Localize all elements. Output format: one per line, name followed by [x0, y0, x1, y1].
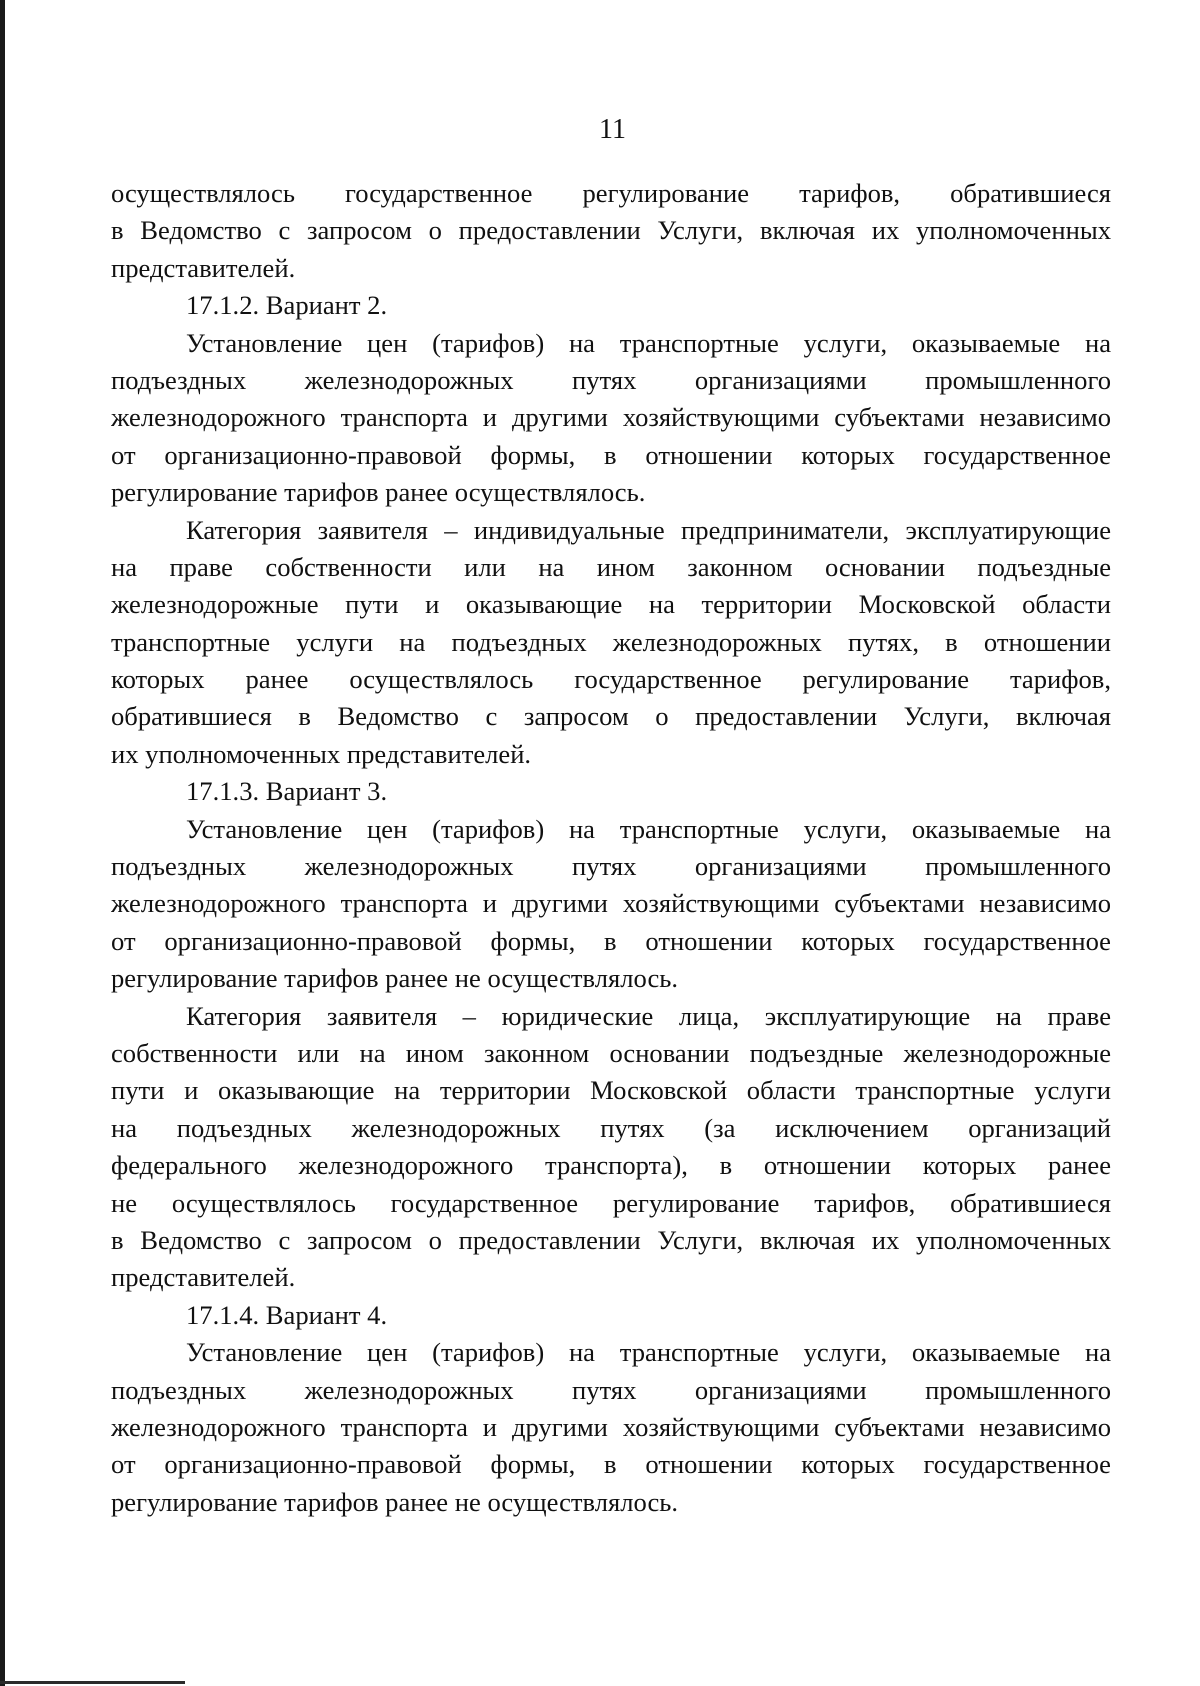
text-line: транспортные услуги на подъездных железнодорожных путях, в отношении — [111, 626, 1111, 657]
text-line: 17.1.4. Вариант 4. — [186, 1299, 388, 1330]
text-line: на праве собственности или на ином законном основании подъездные — [111, 551, 1111, 582]
text-line: не осуществлялось государственное регулирование тарифов, обратившиеся — [111, 1187, 1111, 1218]
text-line: Категория заявителя – юридические лица, эксплуатирующие на праве — [186, 1000, 1111, 1031]
text-line: на подъездных железнодорожных путях (за исключением организаций — [111, 1112, 1111, 1143]
text-line: 17.1.3. Вариант 3. — [186, 776, 388, 807]
text-line: обратившиеся в Ведомство с запросом о предоставлении Услуги, включая — [111, 701, 1111, 732]
text-line: пути и оказывающие на территории Московской области транспортные услуги — [111, 1075, 1111, 1106]
text-line: регулирование тарифов ранее осуществлялось. — [111, 477, 646, 508]
text-line: 17.1.2. Вариант 2. — [186, 290, 388, 321]
text-line: железнодорожные пути и оказывающие на территории Московской области — [111, 589, 1111, 620]
document-body — [111, 175, 1111, 1521]
text-line: железнодорожного транспорта и другими хозяйствующими субъектами независимо — [111, 1411, 1111, 1442]
text-line: подъездных железнодорожных путях организациями промышленного — [111, 1374, 1111, 1405]
text-line: Установление цен (тарифов) на транспортные услуги, оказываемые на — [186, 327, 1111, 358]
scan-left-border — [0, 0, 5, 1686]
text-line: представителей. — [111, 252, 296, 283]
text-line: от организационно-правовой формы, в отношении которых государственное — [111, 439, 1111, 470]
text-line: от организационно-правовой формы, в отношении которых государственное — [111, 1449, 1111, 1480]
text-line: подъездных железнодорожных путях организациями промышленного — [111, 851, 1111, 882]
text-line: федерального железнодорожного транспорта), в отношении которых ранее — [111, 1150, 1111, 1181]
text-line: Установление цен (тарифов) на транспортные услуги, оказываемые на — [186, 1337, 1111, 1368]
text-line: железнодорожного транспорта и другими хозяйствующими субъектами независимо — [111, 888, 1111, 919]
page-number: 11 — [599, 114, 626, 145]
text-line: регулирование тарифов ранее не осуществлялось. — [111, 963, 679, 994]
text-line: в Ведомство с запросом о предоставлении Услуги, включая их уполномоченных — [111, 215, 1111, 246]
text-line: осуществлялось государственное регулирование тарифов, обратившиеся — [111, 178, 1111, 208]
text-line: в Ведомство с запросом о предоставлении Услуги, включая их уполномоченных — [111, 1224, 1111, 1255]
text-line: представителей. — [111, 1262, 296, 1293]
text-line: подъездных железнодорожных путях организациями промышленного — [111, 364, 1111, 395]
text-line: от организационно-правовой формы, в отношении которых государственное — [111, 925, 1111, 956]
text-line: собственности или на ином законном основании подъездные железнодорожные — [111, 1037, 1111, 1068]
scan-bottom-mark — [0, 1681, 185, 1684]
text-line: железнодорожного транспорта и другими хозяйствующими субъектами независимо — [111, 402, 1111, 433]
text-line: которых ранее осуществлялось государственное регулирование тарифов, — [111, 664, 1111, 695]
text-line: регулирование тарифов ранее не осуществлялось. — [111, 1486, 679, 1517]
text-line: Категория заявителя – индивидуальные предприниматели, эксплуатирующие — [186, 514, 1111, 545]
text-line: Установление цен (тарифов) на транспортные услуги, оказываемые на — [186, 813, 1111, 844]
text-line: их уполномоченных представителей. — [111, 738, 532, 769]
